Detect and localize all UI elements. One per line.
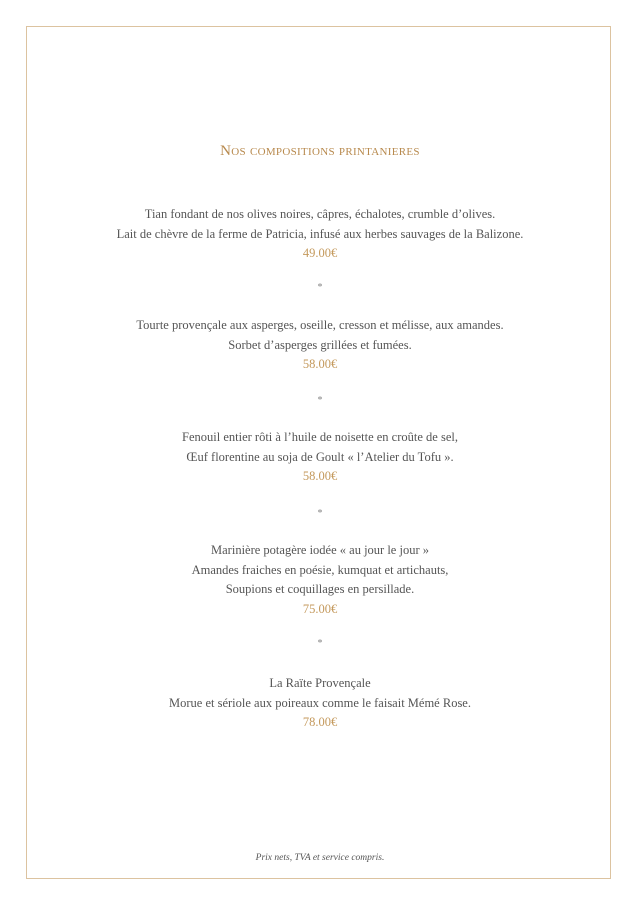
separator: *: [317, 282, 323, 293]
separator: *: [317, 638, 323, 649]
separator: *: [317, 395, 323, 406]
item-price: 49.00€: [302, 246, 338, 260]
item-price: 78.00€: [302, 715, 338, 729]
item-description: La Raïte Provençale: [269, 676, 371, 690]
item-description: Œuf florentine au soja de Goult « l’Atelier du Tofu ».: [186, 449, 454, 464]
separator: *: [317, 508, 323, 519]
item-description: Soupions et coquillages en persillade.: [225, 582, 415, 596]
item-description: Tourte provençale aux asperges, oseille, cresson et mélisse, aux amandes.: [136, 318, 504, 332]
menu-item: [0, 674, 640, 733]
footer-note: Prix nets, TVA et service compris.: [255, 853, 385, 863]
menu-item: [0, 316, 640, 375]
item-price: 58.00€: [302, 469, 338, 483]
item-price: 75.00€: [302, 601, 338, 616]
item-description: Marinière potagère iodée « au jour le jour »: [211, 543, 429, 557]
item-description: Amandes fraiches en poésie, kumquat et artichauts,: [191, 562, 449, 577]
item-description: Morue et sériole aux poireaux comme le faisait Mémé Rose.: [169, 695, 471, 710]
item-description: Sorbet d’asperges grillées et fumées.: [228, 337, 412, 352]
item-description: Tian fondant de nos olives noires, câpres, échalotes, crumble d’olives.: [144, 207, 496, 221]
item-description: Lait de chèvre de la ferme de Patricia, infusé aux herbes sauvages de la Balizone.: [116, 226, 524, 241]
menu-item: [0, 541, 640, 619]
item-description: Fenouil entier rôti à l’huile de noisette en croûte de sel,: [182, 430, 458, 444]
menu-item: [0, 428, 640, 487]
item-price: 58.00€: [302, 357, 338, 371]
menu-item: [0, 205, 640, 264]
menu-section-title: Nos compositions printanieres: [220, 143, 420, 159]
